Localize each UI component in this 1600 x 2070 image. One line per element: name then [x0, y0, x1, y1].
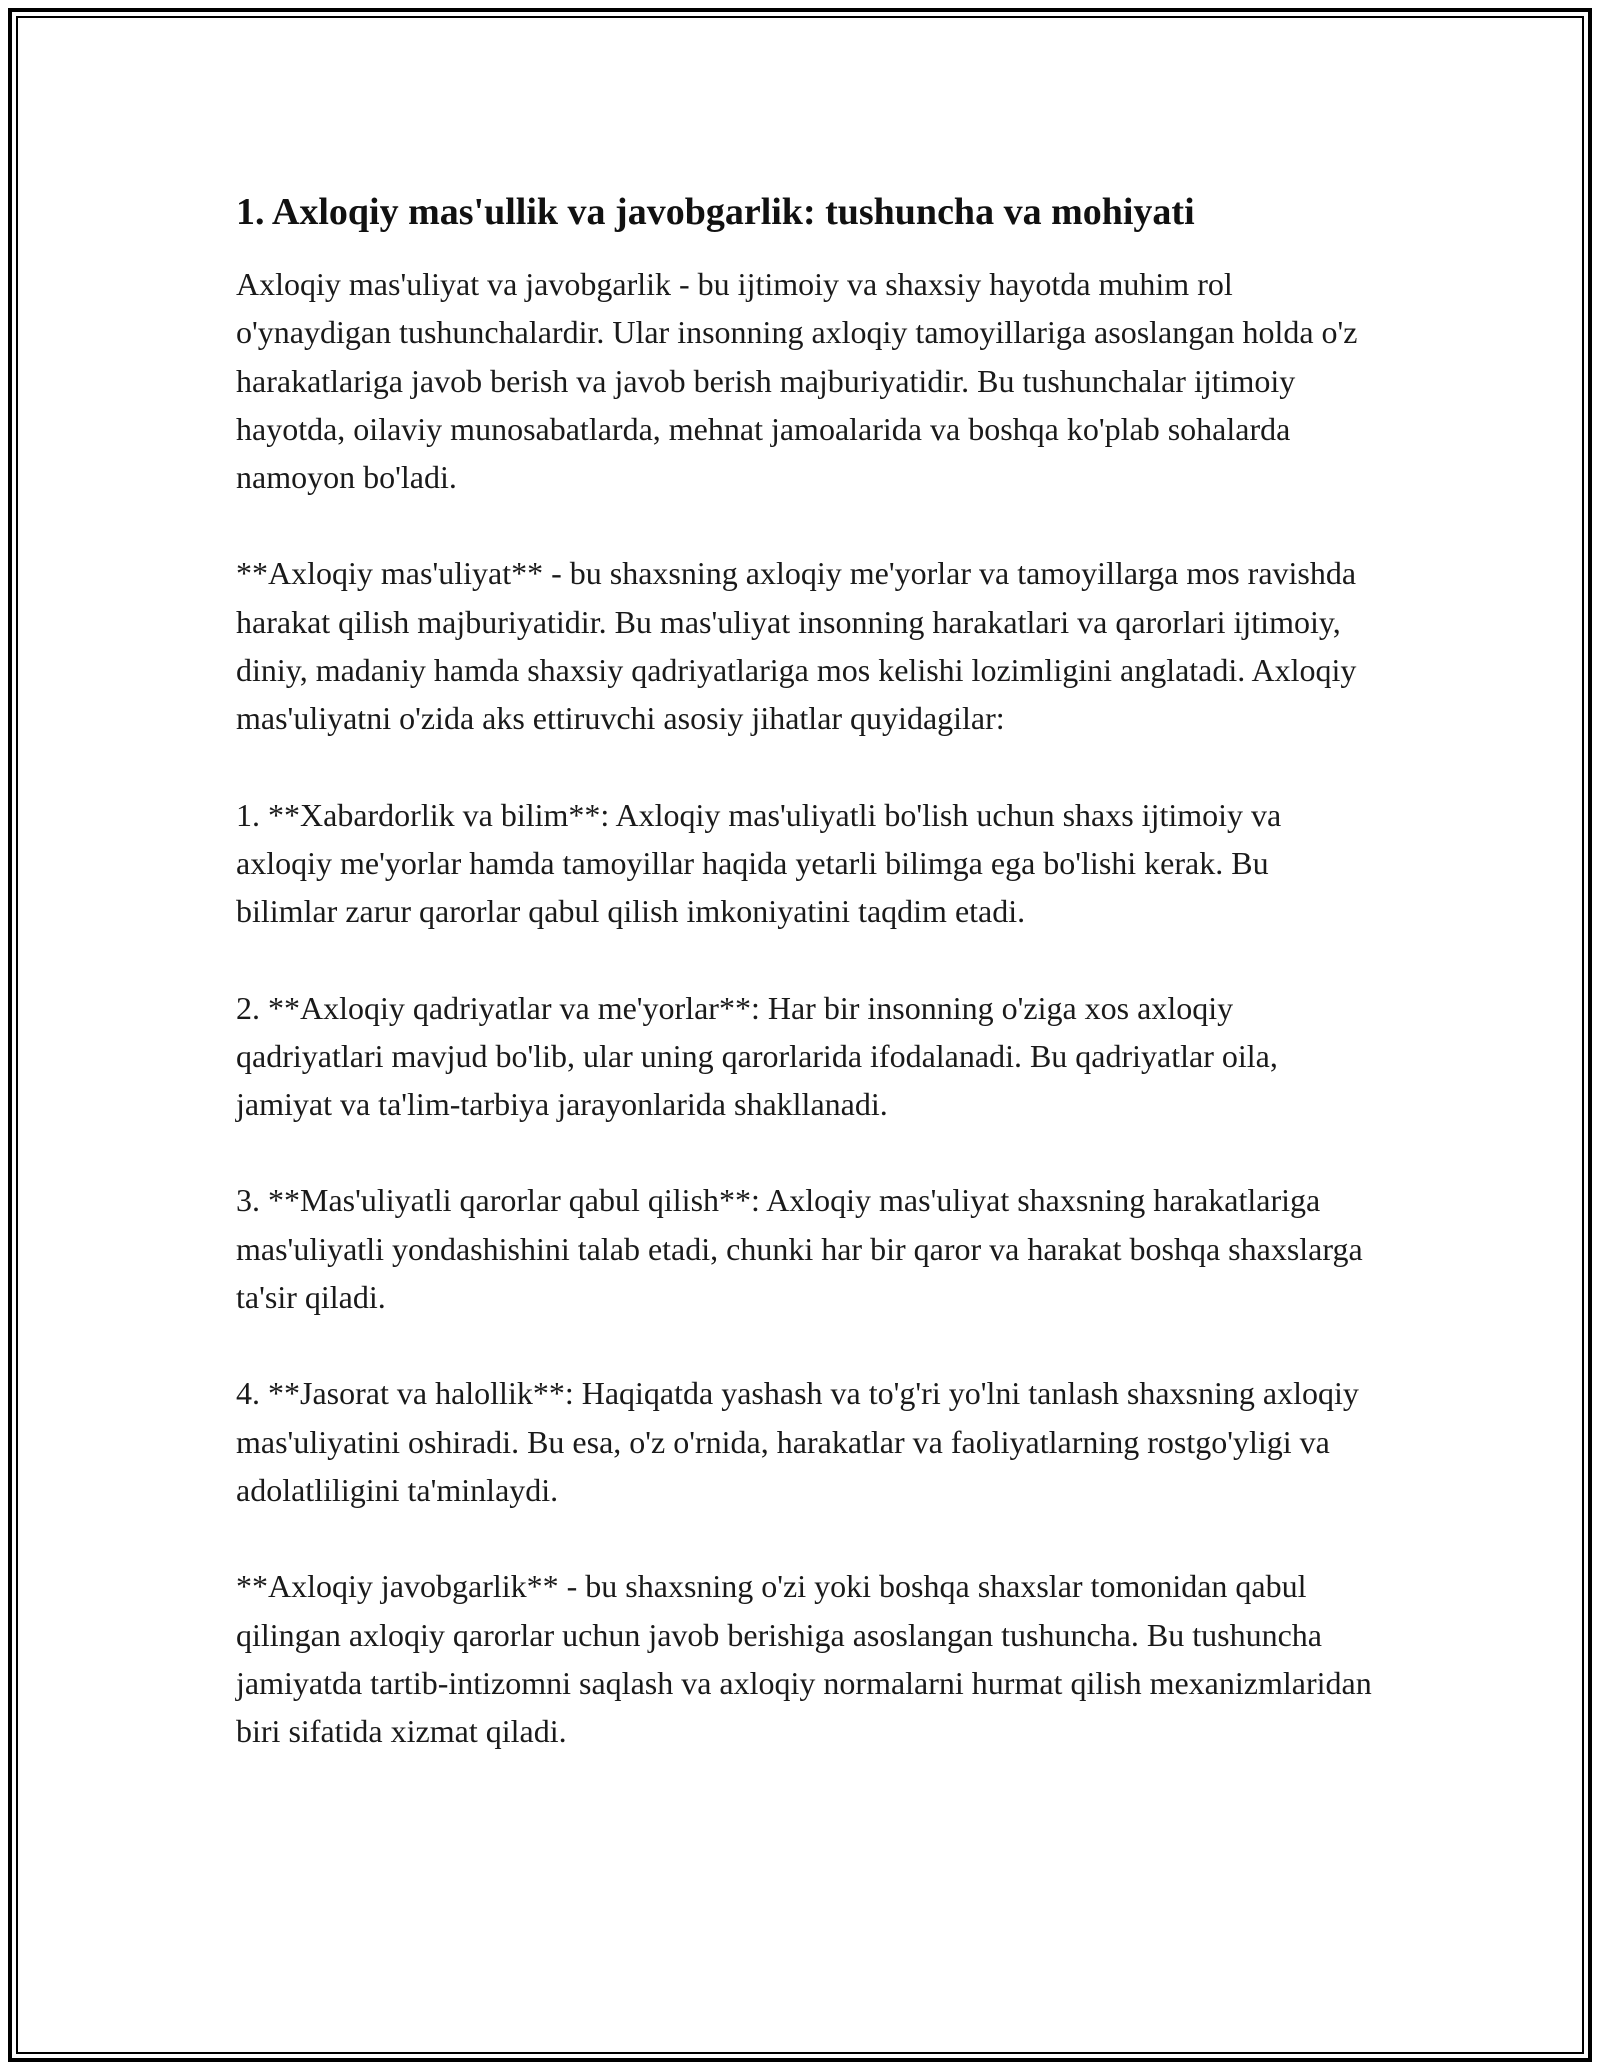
list-item-awareness: 1. **Xabardorlik va bilim**: Axloqiy mas'uliyatli bo'lish uchun shaxs ijtimoiy va axloqiy me'yorlar hamda tamoyillar haqida yetarli bilimga ega bo'lishi kerak. Bu bilimlar zarur qarorlar qabul qilish imkoniyatini taqdim etadi.	[236, 796, 1282, 930]
accountability-definition-paragraph: **Axloqiy javobgarlik** - bu shaxsning o'zi yoki boshqa shaxslar tomonidan qabul qilingan axloqiy qarorlar uchun javob berishiga asoslangan tushuncha. Bu tushuncha jamiyatda tartib-intizomni saqlash va axloqiy normalarni hurmat qilish mexanizmlaridan biri sifatida xizmat qiladi.	[236, 1568, 1372, 1750]
intro-paragraph: Axloqiy mas'uliyat va javobgarlik - bu ijtimoiy va shaxsiy hayotda muhim rol o'ynaydigan tushunchalardir. Ular insonning axloqiy tamoyillariga asoslangan holda o'z harakatlariga javob berish va javob berish majburiyatidir. Bu tushunchalar ijtimoiy hayotda, oilaviy munosabatlarda, mehnat jamoalarida va boshqa ko'plab sohalarda namoyon bo'ladi.	[236, 266, 1358, 496]
list-item-decisions: 3. **Mas'uliyatli qarorlar qabul qilish**: Axloqiy mas'uliyat shaxsning harakatlariga mas'uliyatli yondashishini talab etadi, chunki har bir qaror va harakat boshqa shaxslarga ta'sir qiladi.	[236, 1182, 1363, 1316]
list-item-courage: 4. **Jasorat va halollik**: Haqiqatda yashash va to'g'ri yo'lni tanlash shaxsning axloqiy mas'uliyatini oshiradi. Bu esa, o'z o'rnida, harakatlar va faoliyatlarning rostgo'yligi va adolatliligini ta'minlaydi.	[236, 1375, 1359, 1508]
section-heading: 1. Axloqiy mas'ullik va javobgarlik: tushuncha va mohiyati	[236, 191, 1195, 233]
responsibility-definition-paragraph: **Axloqiy mas'uliyat** - bu shaxsning axloqiy me'yorlar va tamoyillarga mos ravishda harakat qilish majburiyatidir. Bu mas'uliyat insonning harakatlari va qarorlari ijtimoiy, diniy, madaniy hamda shaxsiy qadriyatlariga mos kelishi lozimligini anglatadi. Axloqiy mas'uliyatni o'zida aks ettiruvchi asosiy jihatlar quyidagilar:	[236, 555, 1357, 737]
list-item-values: 2. **Axloqiy qadriyatlar va me'yorlar**: Har bir insonning o'ziga xos axloqiy qadriyatlari mavjud bo'lib, ular uning qarorlarida ifodalanadi. Bu qadriyatlar oila, jamiyat va ta'lim-tarbiya jarayonlarida shakllanadi.	[236, 989, 1278, 1123]
document-body	[236, 188, 1376, 1803]
